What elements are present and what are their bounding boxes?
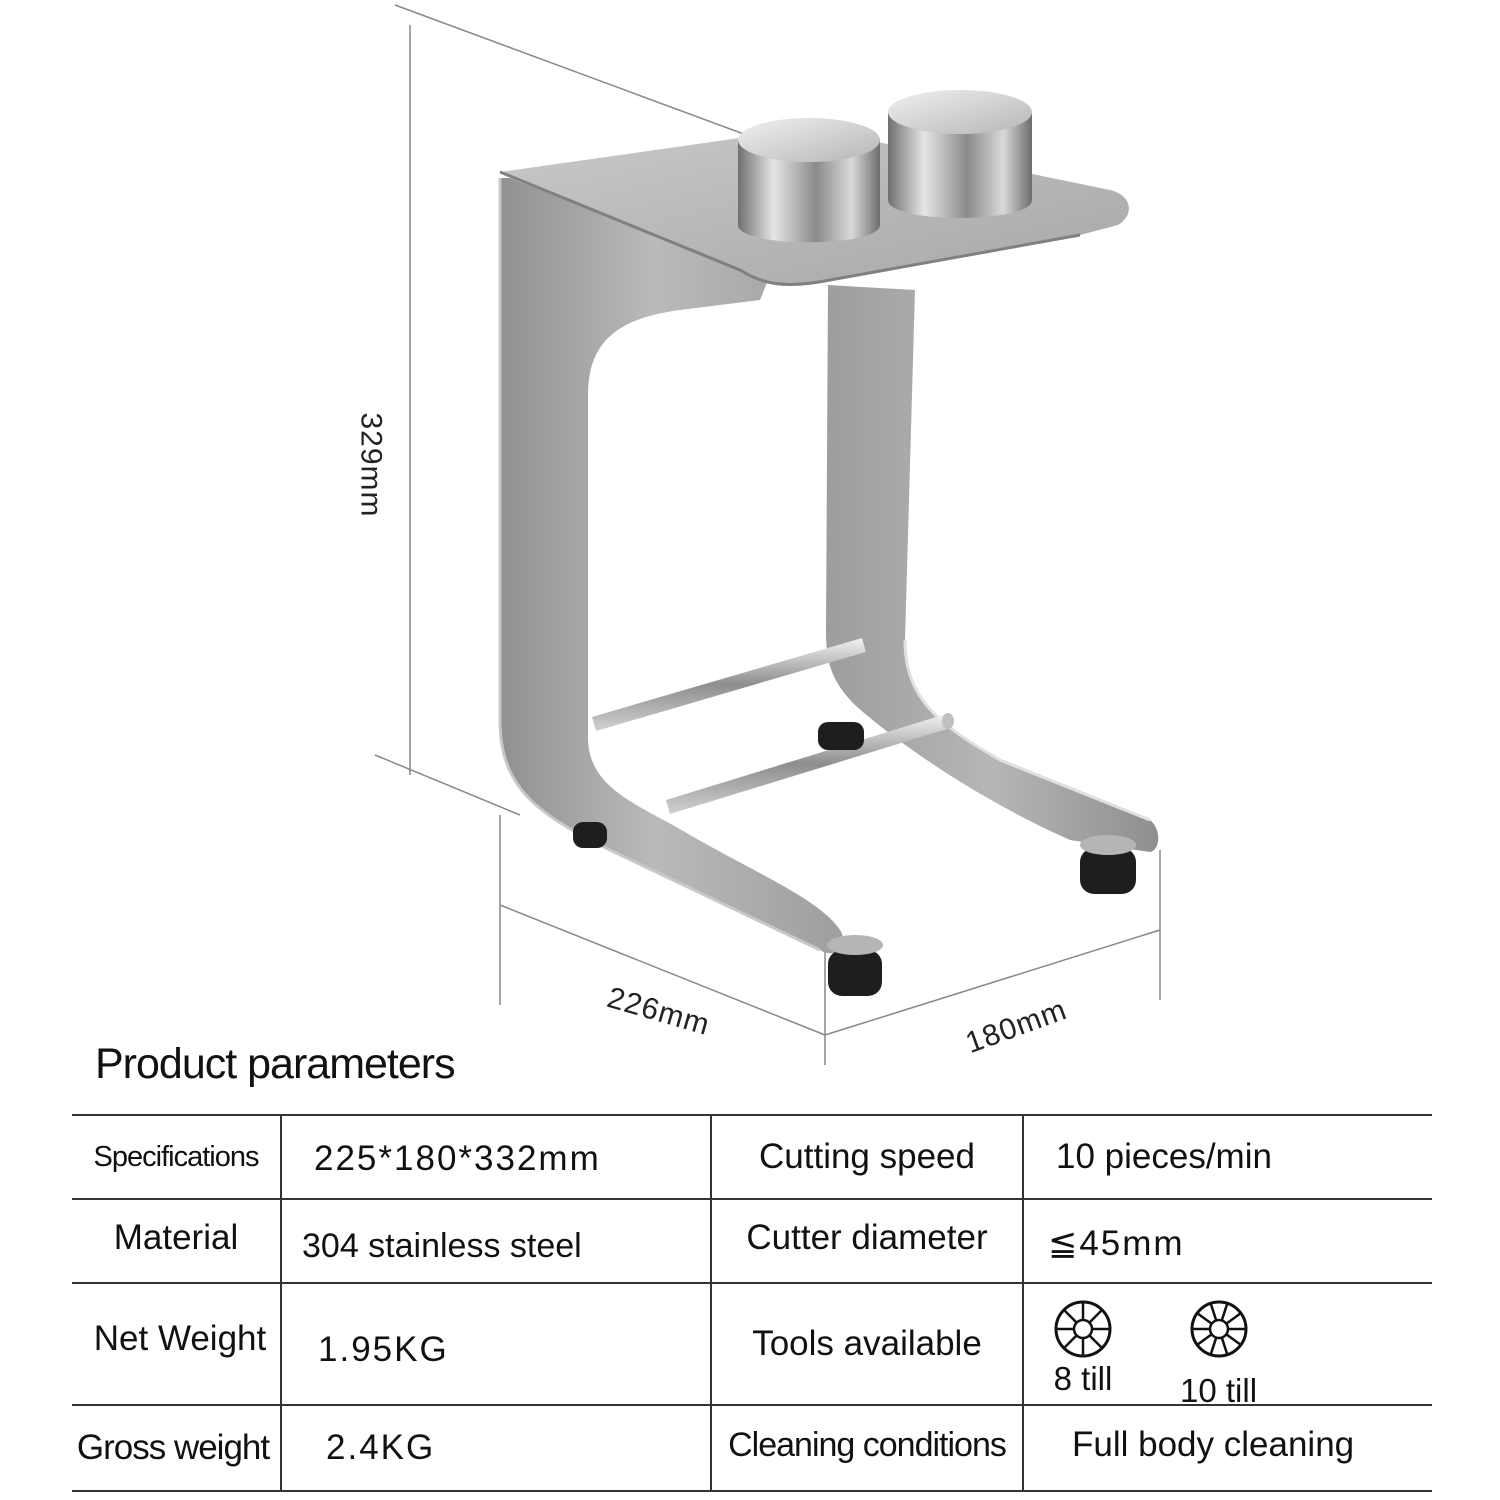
cutting-speed-label-cell <box>712 1116 1022 1198</box>
specifications-value-cell <box>314 1116 704 1202</box>
cutter-diameter-value: ≦45mm <box>1048 1224 1185 1263</box>
cutter-diameter-value-cell <box>1048 1204 1418 1284</box>
height-dimension-label: 329mm <box>354 412 388 518</box>
specifications-label: Specifications <box>93 1140 259 1173</box>
gross-weight-label: Gross weight <box>76 1428 270 1467</box>
cleaning-conditions-value-cell <box>1072 1406 1428 1484</box>
cleaning-conditions-value: Full body cleaning <box>1072 1425 1355 1464</box>
cutting-speed-label: Cutting speed <box>759 1137 975 1176</box>
front-leg <box>500 178 843 953</box>
net-weight-label: Net Weight <box>93 1319 267 1358</box>
table-row <box>72 1284 288 1394</box>
cutting-speed-value: 10 pieces/min <box>1056 1137 1272 1176</box>
material-value: 304 stainless steel <box>302 1226 582 1265</box>
cutter-cylinder-left <box>738 118 880 242</box>
tool-option-10 <box>1180 1298 1257 1410</box>
cutter-cylinder-right <box>888 90 1032 218</box>
tool-option-8 <box>1052 1298 1114 1398</box>
section-title: Product parameters <box>95 1040 455 1088</box>
width-dimension-label: 180mm <box>961 993 1072 1060</box>
cleaning-conditions-label: Cleaning conditions <box>728 1425 1006 1464</box>
wheel-10-blade-icon <box>1188 1298 1250 1360</box>
tools-available-label-cell <box>712 1284 1022 1404</box>
net-weight-value: 1.95KG <box>318 1330 449 1369</box>
gross-weight-value: 2.4KG <box>326 1428 436 1467</box>
wheel-8-blade-icon <box>1052 1298 1114 1360</box>
gross-weight-value-cell <box>326 1406 706 1490</box>
cleaning-conditions-label-cell <box>712 1406 1022 1484</box>
tool-option-8-label: 8 till <box>1053 1360 1113 1397</box>
material-value-cell <box>302 1206 702 1286</box>
cutting-speed-value-cell <box>1056 1116 1426 1198</box>
table-row <box>72 1116 280 1198</box>
depth-dimension-label: 226mm <box>603 981 714 1042</box>
table-rule <box>72 1490 1432 1492</box>
tools-available-label: Tools available <box>752 1324 982 1363</box>
back-leg <box>826 285 1158 852</box>
net-weight-value-cell <box>318 1294 708 1406</box>
specifications-value: 225*180*332mm <box>314 1139 601 1178</box>
material-label: Material <box>113 1218 239 1257</box>
tool-option-10-label: 10 till <box>1180 1372 1258 1409</box>
cutter-diameter-label-cell <box>712 1200 1022 1276</box>
cutter-diameter-label: Cutter diameter <box>746 1218 988 1257</box>
table-row <box>72 1200 280 1276</box>
table-divider <box>1022 1114 1024 1492</box>
parameters-table <box>72 1114 1432 1492</box>
table-row <box>66 1406 280 1490</box>
